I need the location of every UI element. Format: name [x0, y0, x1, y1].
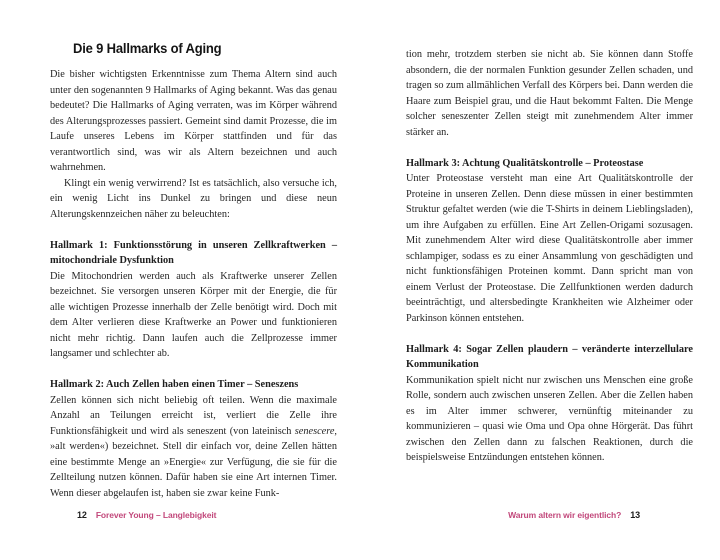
hallmark1-title: Hallmark 1: Funktionsstörung in unseren Zellkraftwerken – mitochondriale Dysfunktion: [50, 239, 337, 266]
page-left: [50, 0, 337, 560]
hallmark2-title: Hallmark 2: Auch Zellen haben einen Timer – Seneszens: [50, 379, 299, 390]
footer-right: [508, 510, 640, 520]
page-right: [406, 0, 693, 560]
left-page-body: [50, 67, 337, 501]
page-number-right: 13: [630, 510, 640, 520]
intro-paragraph-2: Klingt ein wenig verwirrend? Ist es tatsächlich, also versuche ich, ein wenig Licht ins Dunkel zu bringen und diese neun Alterungskennzeichen näher zu beleuchten:: [50, 177, 337, 220]
running-title-right: Warum altern wir eigentlich?: [508, 510, 622, 520]
hallmark2-body-post: , »alt werden«) bezeichnet. Stell dir einfach vor, deine Zellen hätten eine bestimmte Menge an »Energie« zur Verfügung, die sie für die Zellteilung nutzen können. Dafür haben sie eine Art internen Timer. Wenn dieser abgelaufen ist, haben sie zwar keine Funk-: [50, 425, 337, 499]
chapter-heading: Die 9 Hallmarks of Aging: [73, 40, 222, 56]
hallmark4-body: Kommunikation spielt nicht nur zwischen uns Menschen eine große Rolle, sondern auch zwischen unseren Zellen. Aber die Zellen haben es im Alter immer schwerer, vernünftig miteinander zu kommunizieren – quasi wie Oma und Opa ohne Hörgerät. Das führt zwischen den Zellen dann zu falschen Reaktionen, durch die beispielsweise Entzündungen entstehen können.: [406, 374, 693, 463]
running-title-left: Forever Young – Langlebigkeit: [95, 510, 217, 520]
hallmark2-latin-term: senescere: [294, 425, 335, 437]
page-number-left: 12: [77, 510, 87, 520]
hallmark3-body: Unter Proteostase versteht man eine Art Qualitätskontrolle der Proteine in unseren Zellen. Denn diese müssen in einer bestimmten Struktur gefaltet werden (wie die T-Shirts in deinem Lieblingsladen), um ihre Aufgaben zu erfüllen. Eine Art Zellen-Origami sozusagen. Mit zunehmendem Alter wird diese Qualitätskontrolle aber immer schlampiger, sodass es zu einer Ansammlung von geschädigten und nicht funktionsfähigen Proteinen kommt. Dann spricht man von einem Verlust der Proteostase. Die Zellfunktionen werden dadurch beeinträchtigt, und altersbedingte Krankheiten wie Alzheimer oder Parkinson können entstehen.: [406, 173, 693, 324]
hallmark3-title: Hallmark 3: Achtung Qualitätskontrolle – Proteostase: [406, 157, 644, 169]
hallmark1-body: Die Mitochondrien werden auch als Kraftwerke unserer Zellen bezeichnet. Sie versorgen unseren Körper mit der Energie, die für alle wichtigen Prozesse innerhalb der Zelle benötigt wird. Doch mit dem Alter verlieren diese Kraftwerke an Power und funktionieren nicht mehr richtig. Dann laufen auch die Zellprozesse immer langsamer und schlechter ab.: [50, 270, 337, 359]
right-page-body: [406, 47, 693, 466]
hallmark4-title: Hallmark 4: Sogar Zellen plaudern – veränderte interzellulare Kommunikation: [406, 343, 693, 370]
continuation-paragraph: tion mehr, trotzdem sterben sie nicht ab. Sie können dann Stoffe absondern, die der normalen Funktion gesunder Zellen schaden, und tragen so zum allmählichen Verfall des Körpers bei. Dann werden die Haare zum Beispiel grau, und die Haut bekommt Falten. Die Menge solcher seneszenter Zellen steigt mit zunehmendem Alter immer stärker an.: [406, 49, 693, 138]
hallmark2-body-pre: Zellen können sich nicht beliebig oft teilen. Wenn die maximale Anzahl an Teilungen erreicht ist, verliert die Zelle ihre Funktionsfähigkeit und wird als seneszent (von lateinisch: [50, 394, 337, 437]
footer-left: [77, 510, 216, 520]
intro-paragraph-1: Die bisher wichtigsten Erkenntnisse zum Thema Altern sind auch unter den sogenannten 9 Hallmarks of Aging bekannt. Was das genau bedeutet? Die Hallmarks of Aging verraten, was im Körper während des Alterungsprozesses passiert. Gemeint sind damit Prozesse, die im Laufe unseres Lebens im Körper stattfinden und für das verantwortlich sind, was wir als Altern bezeichnen und auch wahrnehmen.: [50, 69, 337, 173]
hallmark2-body: [50, 393, 337, 502]
